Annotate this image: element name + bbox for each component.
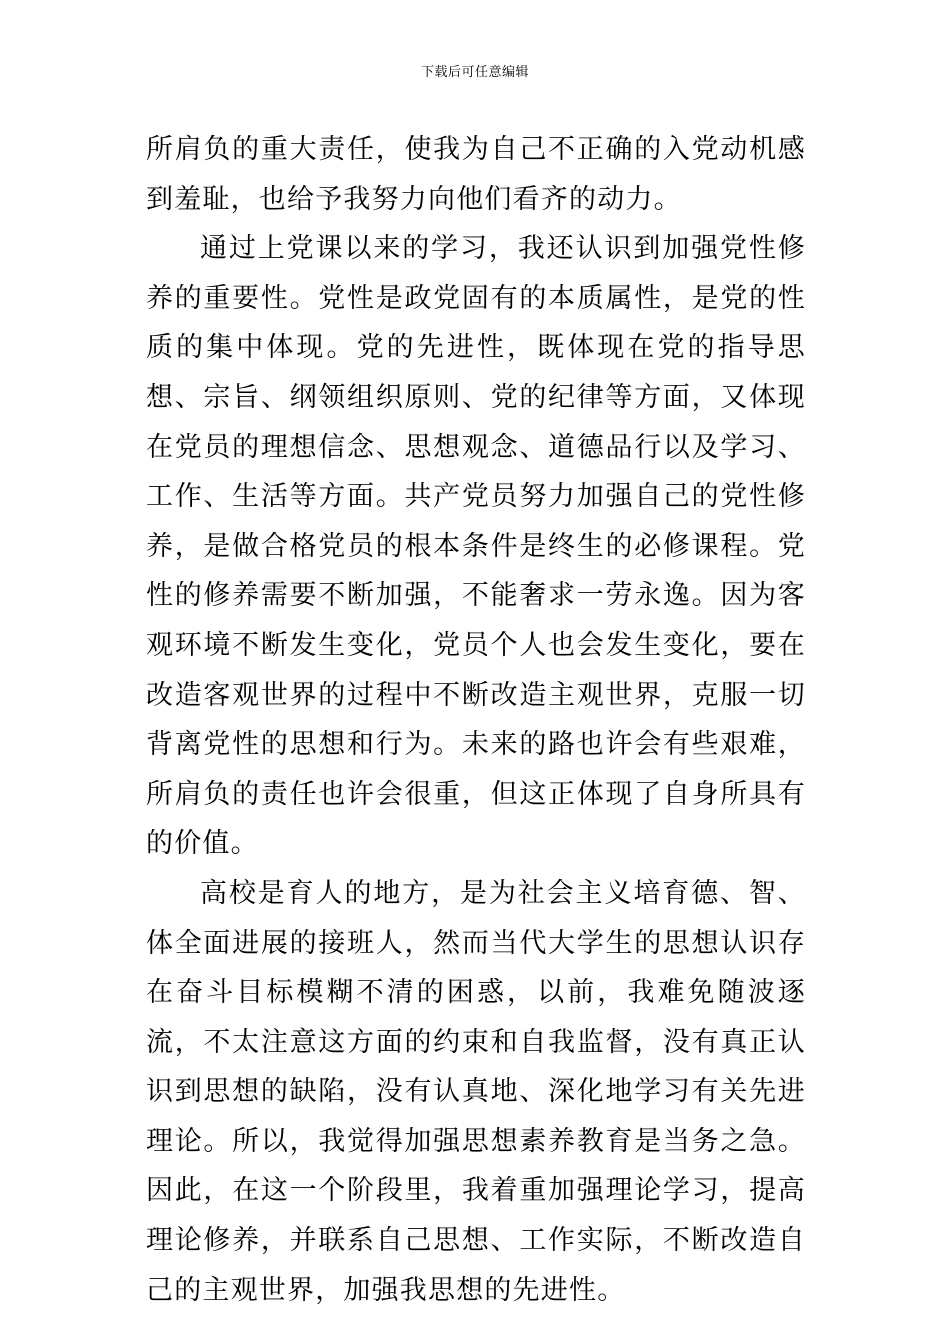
paragraph-3: 高校是育人的地方，是为社会主义培育德、智、体全面进展的接班人，然而当代大学生的思想认识存在奋斗目标模糊不清的困惑，以前，我难免随波逐流，不太注意这方面的约束和自我监督，没有真正认识到思想的缺陷，没有认真地、深化地学习有关先进理论。所以，我觉得加强思想素养教育是当务之急。因此，在这一个阶段里，我着重加强理论学习，提高理论修养，并联系自己思想、工作实际，不断改造自己的主观世界，加强我思想的先进性。 [146, 877, 806, 1306]
document-body [146, 125, 806, 1315]
paragraph-2: 通过上党课以来的学习，我还认识到加强党性修养的重要性。党性是政党固有的本质属性，是党的性质的集中体现。党的先进性，既体现在党的指导思想、宗旨、纲领组织原则、党的纪律等方面，又体现在党员的理想信念、思想观念、道德品行以及学习、工作、生活等方面。共产党员努力加强自己的党性修养，是做合格党员的根本条件是终生的必修课程。党性的修养需要不断加强，不能奢求一劳永逸。因为客观环境不断发生变化，党员个人也会发生变化，要在改造客观世界的过程中不断改造主观世界，克服一切背离党性的思想和行为。未来的路也许会有些艰难，所肩负的责任也许会很重，但这正体现了自身所具有的价值。 [146, 233, 806, 860]
paragraph-1: 所肩负的重大责任，使我为自己不正确的入党动机感到羞耻，也给予我努力向他们看齐的动力。 [146, 134, 806, 215]
page-header: 下载后可任意编辑 [420, 65, 529, 80]
